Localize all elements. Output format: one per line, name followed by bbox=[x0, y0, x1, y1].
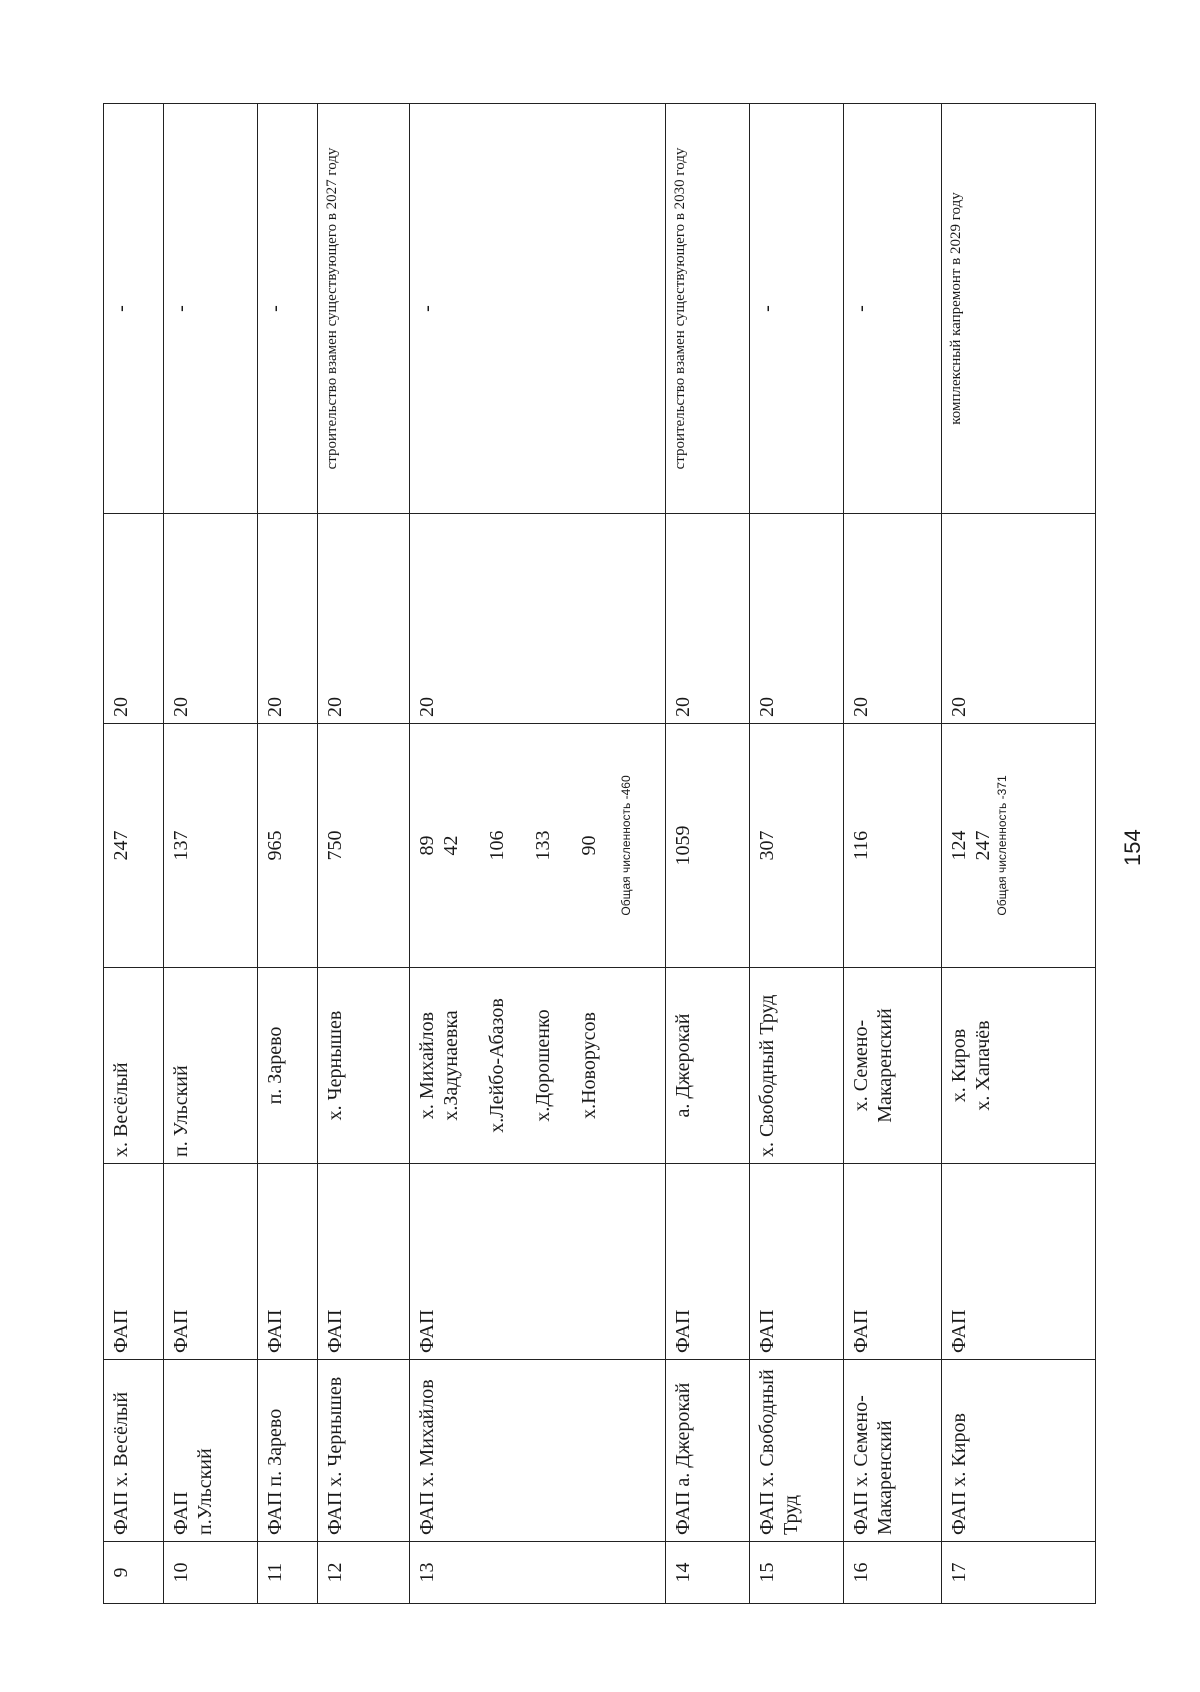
facility-name: ФАП х. Киров bbox=[942, 1360, 1096, 1542]
facility-name-line2: п.Ульский bbox=[194, 1448, 216, 1535]
table-row bbox=[750, 104, 844, 1604]
plans-cell: - bbox=[410, 104, 666, 514]
settlements-cell bbox=[942, 968, 1096, 1164]
plans-cell: строительство взамен существующего в 2027 году bbox=[318, 104, 410, 514]
facility-name: ФАП х. Весёлый bbox=[104, 1360, 164, 1542]
population-cell bbox=[410, 724, 666, 968]
capacity-cell: 20 bbox=[942, 514, 1096, 724]
settlement: х. Чернышев bbox=[324, 1010, 346, 1121]
table-row bbox=[258, 104, 318, 1604]
population-cell bbox=[666, 724, 750, 968]
settlements-cell bbox=[410, 968, 666, 1164]
plans-cell: строительство взамен существующего в 2030 году bbox=[666, 104, 750, 514]
facility-name: ФАП х. Михайлов bbox=[410, 1360, 666, 1542]
settlement: а. Джерокай bbox=[672, 1013, 694, 1118]
facility-type: ФАП bbox=[318, 1164, 410, 1360]
capacity-cell: 20 bbox=[164, 514, 258, 724]
settlement: х. Киров bbox=[948, 1028, 970, 1103]
row-number: 12 bbox=[318, 1542, 410, 1604]
table-rotated-wrapper bbox=[103, 104, 1095, 1604]
capacity-cell: 20 bbox=[666, 514, 750, 724]
settlement: п. Зарево bbox=[264, 1026, 286, 1105]
facility-name: ФАП х. Свободный Труд bbox=[750, 1360, 844, 1542]
plans-cell: - bbox=[750, 104, 844, 514]
settlement: х.Новорусов bbox=[578, 1012, 600, 1119]
facility-name-line1: ФАП bbox=[170, 1491, 192, 1535]
row-number: 14 bbox=[666, 1542, 750, 1604]
table-row bbox=[318, 104, 410, 1604]
facilities-table bbox=[103, 103, 1096, 1604]
capacity-cell: 20 bbox=[104, 514, 164, 724]
settlement: х. Хапачёв bbox=[972, 1020, 994, 1111]
settlements-cell: х. Семено-Макаренский bbox=[844, 968, 942, 1164]
settlement: х. Весёлый bbox=[110, 1062, 132, 1157]
row-number: 15 bbox=[750, 1542, 844, 1604]
facility-name: ФАП х. Семено-Макаренский bbox=[844, 1360, 942, 1542]
facility-type: ФАП bbox=[164, 1164, 258, 1360]
population-value: 124 bbox=[948, 830, 970, 861]
row-number: 10 bbox=[164, 1542, 258, 1604]
capacity-cell: 20 bbox=[410, 514, 666, 724]
settlement: х. Свободный Труд bbox=[756, 994, 778, 1157]
settlement: х.Лейбо-Абазов bbox=[486, 998, 508, 1133]
population-value: 307 bbox=[756, 830, 778, 861]
population-value: 90 bbox=[578, 835, 600, 856]
row-number: 13 bbox=[410, 1542, 666, 1604]
row-number: 17 bbox=[942, 1542, 1096, 1604]
population-value: 1059 bbox=[672, 825, 694, 866]
settlements-cell bbox=[318, 968, 410, 1164]
facility-type: ФАП bbox=[258, 1164, 318, 1360]
population-value: 42 bbox=[440, 835, 462, 856]
settlements-cell bbox=[164, 968, 258, 1164]
facility-type: ФАП bbox=[666, 1164, 750, 1360]
population-value: 247 bbox=[110, 830, 132, 861]
facility-type: ФАП bbox=[410, 1164, 666, 1360]
population-total: Общая численность -460 bbox=[619, 775, 633, 916]
population-value: 247 bbox=[972, 830, 994, 861]
population-total: Общая численность -371 bbox=[995, 775, 1009, 916]
population-value: 137 bbox=[170, 830, 192, 861]
settlement: х. Михайлов bbox=[416, 1011, 438, 1120]
facility-name: ФАП п. Зарево bbox=[258, 1360, 318, 1542]
facility-type: ФАП bbox=[844, 1164, 942, 1360]
settlement: х.Задунаевка bbox=[440, 1010, 462, 1121]
table-row bbox=[410, 104, 666, 1604]
settlement: п. Ульский bbox=[170, 1065, 192, 1157]
table-row bbox=[942, 104, 1096, 1604]
row-number: 11 bbox=[258, 1542, 318, 1604]
population-cell bbox=[104, 724, 164, 968]
page-number: 154 bbox=[1120, 829, 1145, 866]
plans-cell: - bbox=[164, 104, 258, 514]
facility-name bbox=[164, 1360, 258, 1542]
population-value: 133 bbox=[532, 830, 554, 861]
facility-name: ФАП а. Джерокай bbox=[666, 1360, 750, 1542]
settlements-cell bbox=[666, 968, 750, 1164]
facility-type: ФАП bbox=[750, 1164, 844, 1360]
row-number: 9 bbox=[104, 1542, 164, 1604]
capacity-cell: 20 bbox=[750, 514, 844, 724]
plans-cell: - bbox=[844, 104, 942, 514]
facility-type: ФАП bbox=[104, 1164, 164, 1360]
population-cell bbox=[942, 724, 1096, 968]
capacity-cell: 20 bbox=[258, 514, 318, 724]
capacity-cell: 20 bbox=[318, 514, 410, 724]
table-row bbox=[164, 104, 258, 1604]
population-value: 965 bbox=[264, 830, 286, 861]
capacity-cell: 20 bbox=[844, 514, 942, 724]
table-row bbox=[666, 104, 750, 1604]
table-row bbox=[844, 104, 942, 1604]
population-value: 116 bbox=[850, 830, 872, 861]
facility-name: ФАП х. Чернышев bbox=[318, 1360, 410, 1542]
settlements-cell bbox=[258, 968, 318, 1164]
plans-cell: - bbox=[258, 104, 318, 514]
population-cell bbox=[750, 724, 844, 968]
population-cell bbox=[164, 724, 258, 968]
plans-cell: комплексный капремонт в 2029 году bbox=[942, 104, 1096, 514]
population-value: 750 bbox=[324, 830, 346, 861]
facility-type: ФАП bbox=[942, 1164, 1096, 1360]
plans-cell: - bbox=[104, 104, 164, 514]
settlements-cell bbox=[104, 968, 164, 1164]
row-number: 16 bbox=[844, 1542, 942, 1604]
population-value: 89 bbox=[416, 835, 438, 856]
population-cell bbox=[318, 724, 410, 968]
population-cell bbox=[844, 724, 942, 968]
table-row bbox=[104, 104, 164, 1604]
population-cell bbox=[258, 724, 318, 968]
population-value: 106 bbox=[486, 830, 508, 861]
settlements-cell bbox=[750, 968, 844, 1164]
settlement: х.Дорошенко bbox=[532, 1009, 554, 1122]
